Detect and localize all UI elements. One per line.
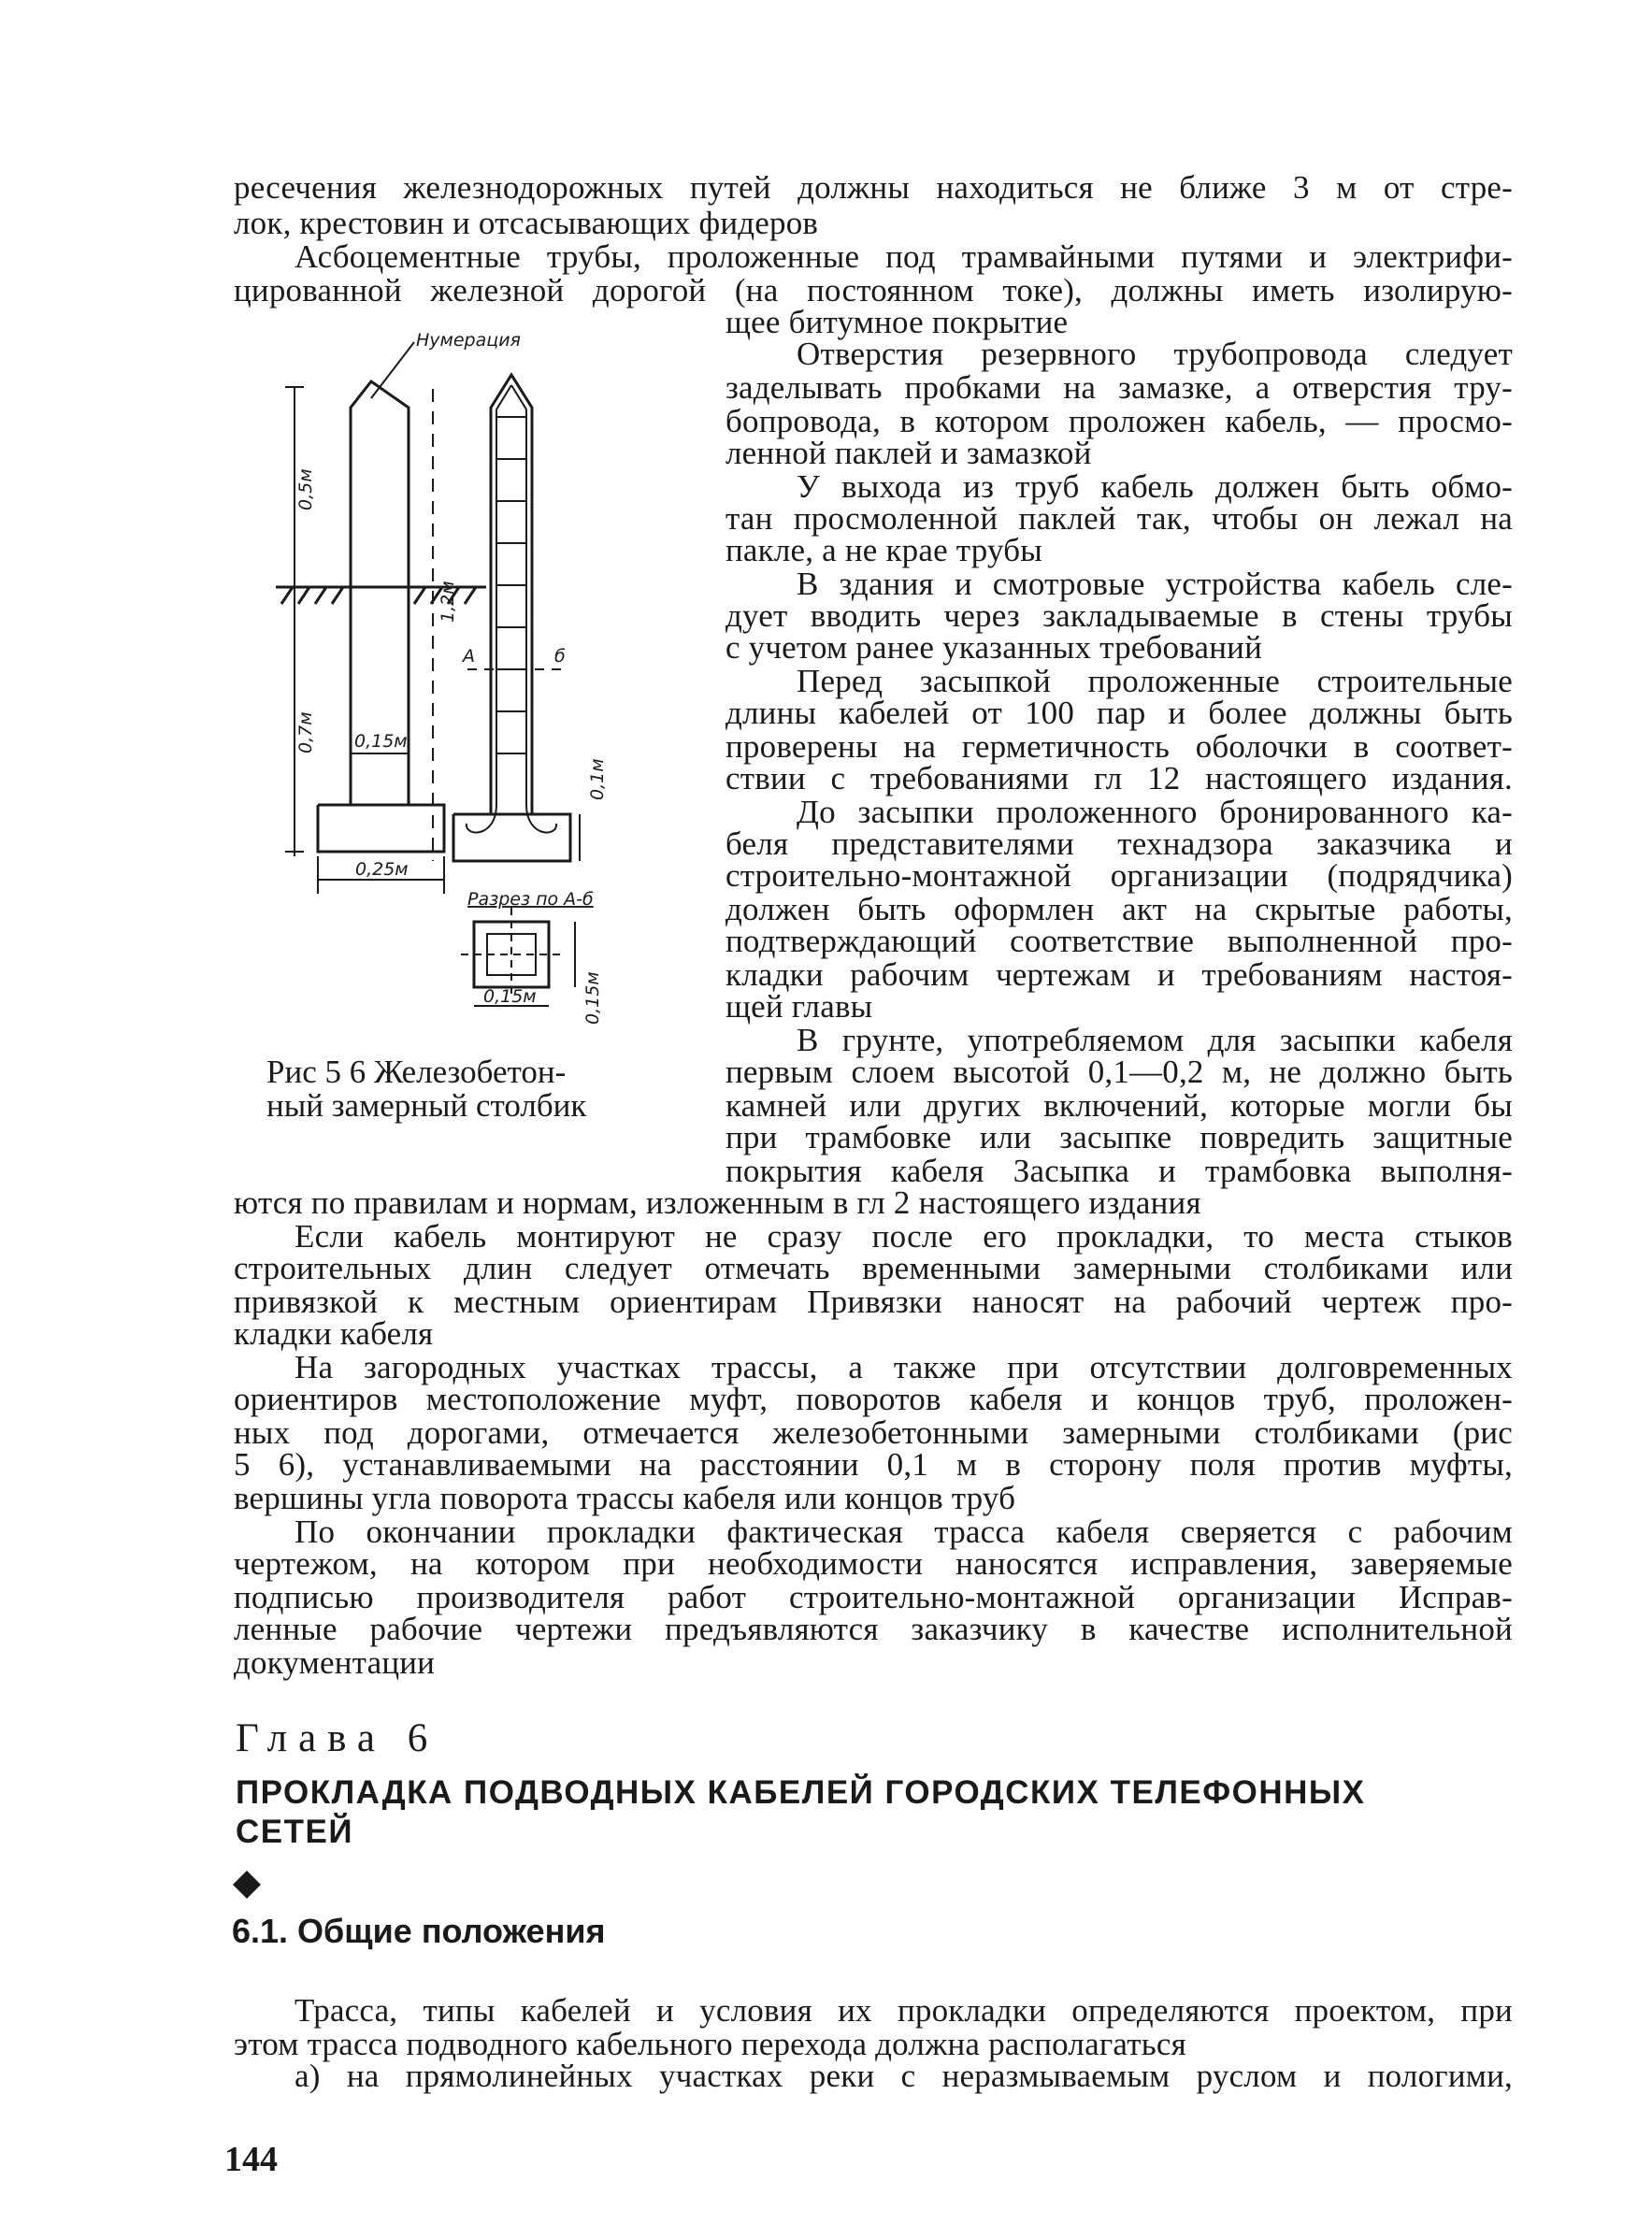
- text-line: подписью производителя работ строительно-монтажной организации Исправ-: [234, 1580, 1513, 1615]
- text-line: с учетом ранее указанных требований: [725, 629, 1263, 666]
- text-line: камней или других включений, которые могли бы: [725, 1088, 1513, 1124]
- text-line: 5 6), устанавливаемыми на расстоянии 0,1 м в сторону поля против муфты,: [234, 1447, 1513, 1483]
- text-line: До засыпки проложенного бронированного ка-: [797, 795, 1513, 830]
- text-line: проверены на герметичность оболочки в соответ-: [725, 729, 1513, 765]
- figure-measuring-post: [266, 333, 706, 1053]
- text-line: щей главы: [725, 988, 873, 1025]
- text-line: По окончании прокладки фактическая трасса кабеля сверяется с рабочим: [294, 1514, 1513, 1550]
- figure-caption: ный замерный столбик: [266, 1087, 587, 1124]
- chapter-title: ПРОКЛАДКА ПОДВОДНЫХ КАБЕЛЕЙ ГОРОДСКИХ ТЕЛЕФОННЫХ: [236, 1774, 1366, 1811]
- figure-label: Разрез по А-б: [467, 889, 594, 910]
- text-line: ются по правилам и нормам, изложенным в гл 2 настоящего издания: [234, 1184, 1201, 1221]
- text-line: беля представителями технадзора заказчика и: [725, 826, 1513, 862]
- text-line: ресечения железнодорожных путей должны находиться не ближе 3 м от стре-: [234, 170, 1513, 206]
- text-line: кладки кабеля: [234, 1315, 434, 1352]
- section-title: 6.1. Общие положения: [232, 1912, 606, 1950]
- text-line: подтверждающий соответствие выполненной про-: [725, 924, 1513, 959]
- figure-label: 0,1м: [587, 758, 608, 800]
- text-line: цированной железной дорогой (на постоянном токе), должны иметь изолирую-: [234, 273, 1513, 308]
- text-line: ленной паклей и замазкой: [725, 435, 1092, 471]
- text-line: дует вводить через закладываемые в стены трубы: [725, 598, 1513, 634]
- text-line: Асбоцементные трубы, проложенные под трамвайными путями и электрифи-: [294, 239, 1513, 275]
- figure-label: 1,2м: [438, 581, 458, 623]
- figure-label: 0,15м: [354, 731, 408, 752]
- chapter-title: СЕТЕЙ: [236, 1814, 354, 1850]
- text-line: длины кабелей от 100 пар и более должны быть: [725, 696, 1513, 731]
- figure-label: Нумерация: [416, 333, 521, 351]
- text-line: ориентиров местоположение муфт, поворотов кабеля и концов труб, проложен-: [234, 1382, 1513, 1417]
- text-line: а) на прямолинейных участках реки с неразмываемым руслом и пологими,: [294, 2059, 1513, 2094]
- text-line: первым слоем высотой 0,1—0,2 м, не должно быть: [725, 1054, 1513, 1090]
- text-line: В здания и смотровые устройства кабель сле-: [797, 567, 1513, 602]
- text-line: ствии с требованиями гл 12 настоящего издания.: [725, 761, 1513, 796]
- text-line: В грунте, употребляемом для засыпки кабеля: [797, 1023, 1513, 1058]
- diamond-icon: [232, 1870, 262, 1900]
- text-line: документации: [234, 1644, 436, 1681]
- figure-label: А: [463, 646, 475, 667]
- chapter-label: Глава 6: [236, 1716, 439, 1760]
- text-line: Отверстия резервного трубопровода следует: [797, 337, 1513, 372]
- page-number: 144: [224, 2140, 278, 2179]
- text-line: строительных длин следует отмечать временными замерными столбиками или: [234, 1251, 1513, 1286]
- text-line: пакле, а не крае трубы: [725, 532, 1042, 568]
- text-line: строительно-монтажной организации (подрядчика): [725, 858, 1513, 894]
- text-line: лок, крестовин и отсасывающих фидеров: [234, 205, 819, 241]
- text-line: Перед засыпкой проложенные строительные: [797, 664, 1513, 699]
- text-line: Если кабель монтируют не сразу после его прокладки, то места стыков: [294, 1219, 1513, 1255]
- text-line: щее битумное покрытие: [725, 304, 1069, 340]
- figure-label: 0,5м: [295, 468, 316, 510]
- figure-caption: Рис 5 6 Железобетон-: [266, 1054, 567, 1090]
- text-line: вершины угла поворота трассы кабеля или концов труб: [234, 1480, 1016, 1516]
- figure-label: 0,15м: [483, 986, 537, 1007]
- figure-label: 0,15м: [582, 971, 603, 1025]
- post-drawing: [266, 333, 706, 1053]
- text-line: На загородных участках трассы, а также при отсутствии долговременных: [294, 1350, 1513, 1385]
- text-line: должен быть оформлен акт на скрытые работы,: [725, 892, 1513, 927]
- text-line: тан просмоленной паклей так, чтобы он лежал на: [725, 501, 1513, 537]
- figure-label: 0,25м: [355, 859, 409, 880]
- text-line: ленные рабочие чертежи предъявляются заказчику в качестве исполнительной: [234, 1612, 1513, 1647]
- text-line: бопровода, в котором проложен кабель, — просмо-: [725, 404, 1513, 439]
- figure-label: 0,7м: [295, 711, 316, 753]
- text-line: Трасса, типы кабелей и условия их прокладки определяются проектом, при: [294, 1993, 1513, 2029]
- text-line: У выхода из труб кабель должен быть обмо-: [797, 469, 1513, 505]
- text-line: привязкой к местным ориентирам Привязки наносят на рабочий чертеж про-: [234, 1284, 1513, 1320]
- text-line: заделывать пробками на замазке, а отверстия тру-: [725, 370, 1513, 406]
- figure-label: б: [554, 646, 566, 667]
- text-line: ных под дорогами, отмечается железобетонными замерными столбиками (рис: [234, 1415, 1513, 1451]
- text-line: чертежом, на котором при необходимости наносятся исправления, заверяемые: [234, 1546, 1513, 1582]
- text-line: при трамбовке или засыпке повредить защитные: [725, 1120, 1513, 1155]
- text-line: этом трасса подводного кабельного перехода должна располагаться: [234, 2026, 1186, 2062]
- text-line: покрытия кабеля Засыпка и трамбовка выполня-: [725, 1154, 1513, 1189]
- text-line: кладки рабочим чертежам и требованиям настоя-: [725, 957, 1513, 993]
